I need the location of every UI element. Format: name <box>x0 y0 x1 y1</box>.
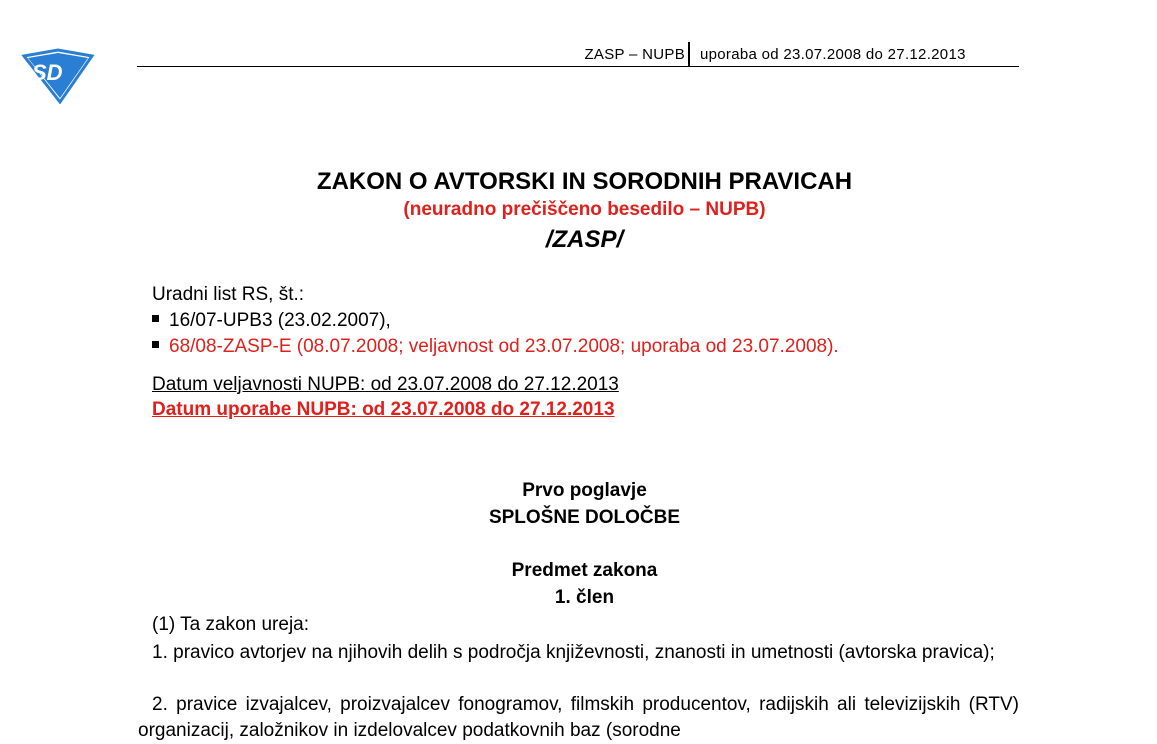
law-subtitle: (neuradno prečiščeno besedilo – NUPB) <box>403 199 766 220</box>
article-number: 1. člen <box>554 587 615 608</box>
gazette-item-text: 16/07-UPB3 (23.02.2007), <box>169 310 391 331</box>
law-abbreviation: /ZASP/ <box>545 226 624 253</box>
gazette-item <box>152 310 391 332</box>
header-doc-id: ZASP – NUPB <box>584 46 685 63</box>
bullet-square-icon <box>152 341 159 348</box>
header-separator <box>688 42 690 66</box>
sd-logo-shield-icon <box>20 46 96 104</box>
article-point-2: 2. pravice izvajalcev, proizvajalcev fonogramov, filmskih producentov, radijskih ali televizijskih (RTV) organizacij, založnikov in izdelovalcev podatkovnih baz (sorodne <box>138 694 1019 741</box>
article-subject: Predmet zakona <box>511 560 658 581</box>
svg-text:SD: SD <box>32 60 63 85</box>
bullet-square-icon <box>152 315 159 322</box>
gazette-item <box>152 336 839 358</box>
law-title: ZAKON O AVTORSKI IN SORODNIH PRAVICAH <box>316 168 853 195</box>
chapter-number: Prvo poglavje <box>522 480 647 501</box>
chapter-name: SPLOŠNE DOLOČBE <box>488 507 681 528</box>
article-point-1: 1. pravico avtorjev na njihovih delih s področja književnosti, znanosti in umetnosti (avtorska pravica); <box>152 642 995 663</box>
page-header <box>137 42 1019 67</box>
gazette-label: Uradni list RS, št.: <box>152 284 305 305</box>
validity-date: Datum veljavnosti NUPB: od 23.07.2008 do 27.12.2013 <box>152 374 619 395</box>
gazette-item-text: 68/08-ZASP-E (08.07.2008; veljavnost od 23.07.2008; uporaba od 23.07.2008). <box>169 336 839 357</box>
article-intro: (1) Ta zakon ureja: <box>152 614 310 635</box>
header-validity: uporaba od 23.07.2008 do 27.12.2013 <box>700 46 966 63</box>
use-date: Datum uporabe NUPB: od 23.07.2008 do 27.12.2013 <box>152 399 615 420</box>
